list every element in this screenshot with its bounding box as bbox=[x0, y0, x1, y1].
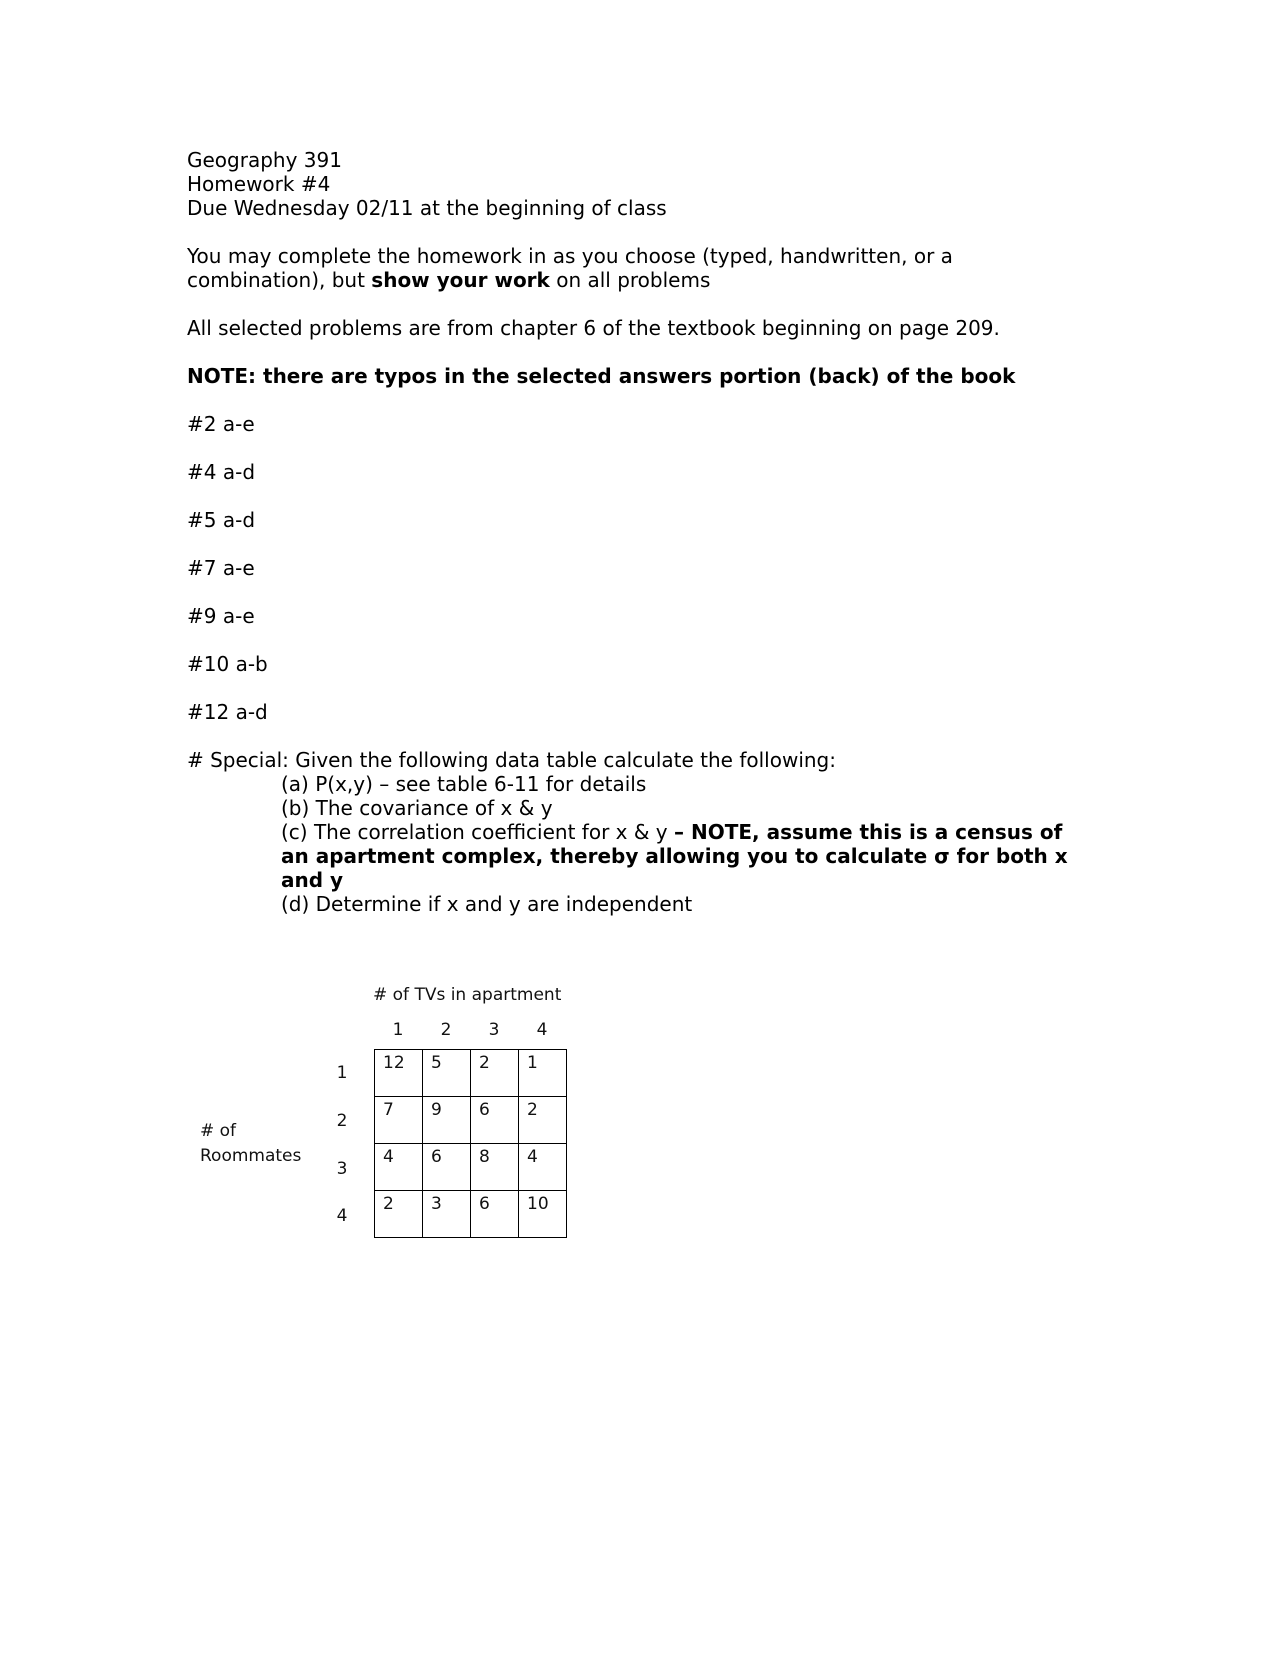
table-cell bbox=[423, 1191, 471, 1238]
special-item-c bbox=[281, 820, 1087, 892]
column-header: 2 bbox=[440, 1020, 452, 1040]
problem-item: #7 a-e bbox=[187, 556, 255, 580]
instructions-emphasis: show your work bbox=[371, 268, 550, 292]
cell-value: 2 bbox=[383, 1194, 394, 1214]
cell-value: 1 bbox=[527, 1053, 538, 1073]
cell-value: 10 bbox=[527, 1194, 549, 1214]
row-header: 2 bbox=[336, 1111, 348, 1131]
table-cell bbox=[423, 1097, 471, 1144]
special-item-c-text: (c) The correlation coefficient for x & y bbox=[281, 820, 674, 844]
problem-item: #5 a-d bbox=[187, 508, 256, 532]
table-title: # of TVs in apartment bbox=[373, 985, 562, 1005]
source-note: All selected problems are from chapter 6 of the textbook beginning on page 209. bbox=[187, 316, 1000, 340]
instructions-line-2 bbox=[187, 268, 1087, 292]
cell-value: 6 bbox=[479, 1194, 490, 1214]
instructions-prefix: combination), but bbox=[187, 268, 372, 292]
cell-value: 5 bbox=[431, 1053, 442, 1073]
due-date: Due Wednesday 02/11 at the beginning of class bbox=[187, 196, 667, 220]
frequency-table bbox=[374, 1049, 567, 1238]
row-axis-label-line-2: Roommates bbox=[200, 1146, 302, 1166]
cell-value: 2 bbox=[527, 1100, 538, 1120]
cell-value: 6 bbox=[479, 1100, 490, 1120]
cell-value: 8 bbox=[479, 1147, 490, 1167]
instructions-line-1: You may complete the homework in as you choose (typed, handwritten, or a bbox=[187, 244, 953, 268]
cell-value: 4 bbox=[383, 1147, 394, 1167]
row-header: 4 bbox=[336, 1206, 348, 1226]
table-row bbox=[375, 1050, 567, 1097]
table-cell bbox=[471, 1050, 519, 1097]
problem-item: #2 a-e bbox=[187, 412, 255, 436]
row-header: 1 bbox=[336, 1063, 348, 1083]
row-axis-label bbox=[200, 1119, 301, 1169]
special-intro: # Special: Given the following data table calculate the following: bbox=[187, 748, 836, 772]
special-item-a: (a) P(x,y) – see table 6-11 for details bbox=[281, 772, 647, 796]
cell-value: 6 bbox=[431, 1147, 442, 1167]
special-item-d: (d) Determine if x and y are independent bbox=[281, 892, 693, 916]
column-header: 3 bbox=[488, 1020, 500, 1040]
cell-value: 4 bbox=[527, 1147, 538, 1167]
table-cell bbox=[423, 1050, 471, 1097]
cell-value: 3 bbox=[431, 1194, 442, 1214]
table-cell bbox=[519, 1097, 567, 1144]
cell-value: 9 bbox=[431, 1100, 442, 1120]
table-cell bbox=[375, 1097, 423, 1144]
table-cell bbox=[471, 1191, 519, 1238]
table-cell bbox=[375, 1050, 423, 1097]
table-cell bbox=[519, 1191, 567, 1238]
table-row bbox=[375, 1144, 567, 1191]
homework-title: Homework #4 bbox=[187, 172, 331, 196]
column-header: 1 bbox=[392, 1020, 404, 1040]
course-title: Geography 391 bbox=[187, 148, 342, 172]
problem-item: #10 a-b bbox=[187, 652, 268, 676]
problem-item: #4 a-d bbox=[187, 460, 256, 484]
instructions-suffix: on all problems bbox=[549, 268, 711, 292]
table-row bbox=[375, 1191, 567, 1238]
document-body bbox=[187, 148, 1087, 916]
table-cell bbox=[375, 1191, 423, 1238]
table-cell bbox=[375, 1144, 423, 1191]
cell-value: 2 bbox=[479, 1053, 490, 1073]
table-cell bbox=[471, 1144, 519, 1191]
problem-item: #9 a-e bbox=[187, 604, 255, 628]
table-cell bbox=[519, 1050, 567, 1097]
table-cell bbox=[423, 1144, 471, 1191]
special-item-c-note: – NOTE, assume this is a census of an apartment complex, thereby allowing you to calculate σ for both x and y bbox=[281, 820, 1068, 892]
table-cell bbox=[519, 1144, 567, 1191]
column-header: 4 bbox=[536, 1020, 548, 1040]
data-table-figure bbox=[195, 985, 595, 1245]
row-header: 3 bbox=[336, 1159, 348, 1179]
cell-value: 7 bbox=[383, 1100, 394, 1120]
row-axis-label-line-1: # of bbox=[200, 1121, 237, 1141]
table-row bbox=[375, 1097, 567, 1144]
typo-note: NOTE: there are typos in the selected answers portion (back) of the book bbox=[187, 364, 1016, 388]
cell-value: 12 bbox=[383, 1053, 405, 1073]
special-subitems bbox=[187, 772, 1087, 916]
problem-item: #12 a-d bbox=[187, 700, 268, 724]
table-cell bbox=[471, 1097, 519, 1144]
special-item-b: (b) The covariance of x & y bbox=[281, 796, 553, 820]
